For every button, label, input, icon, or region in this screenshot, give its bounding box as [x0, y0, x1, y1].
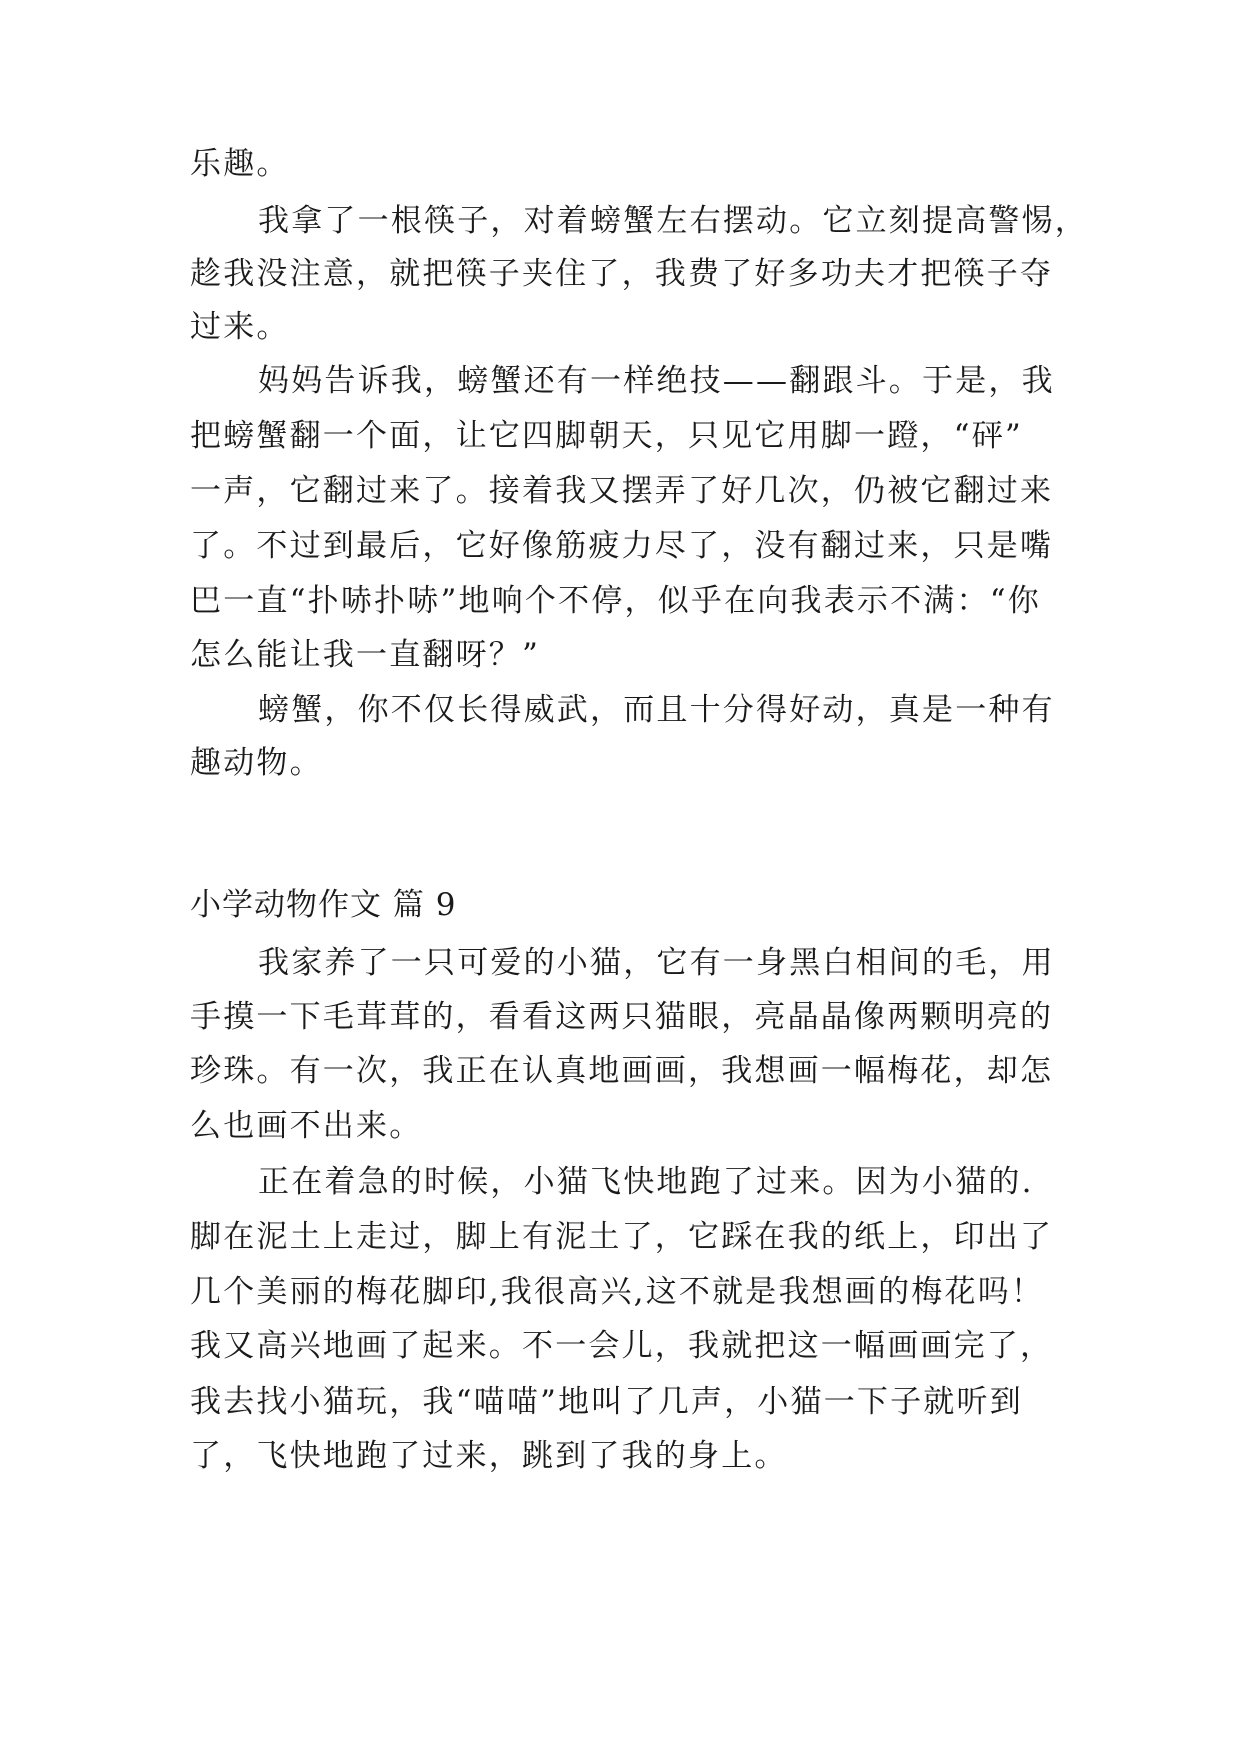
text-line: 一声，它翻过来了。接着我又摆弄了好几次，仍被它翻过来 — [190, 473, 1054, 509]
text-line: 怎么能让我一直翻呀？” — [190, 637, 541, 673]
text-line: 过来。 — [190, 309, 290, 345]
text-line: 趁我没注意，就把筷子夹住了，我费了好多功夫才把筷子夺 — [190, 256, 1054, 292]
text-line: 我去找小猫玩，我“喵喵”地叫了几声，小猫一下子就听到 — [190, 1384, 1023, 1420]
text-line: 妈妈告诉我，螃蟹还有一样绝技——翻跟斗。于是，我 — [258, 363, 1055, 399]
text-line: 正在着急的时候，小猫飞快地跑了过来。因为小猫的. — [258, 1164, 1034, 1200]
text-line: 把螃蟹翻一个面，让它四脚朝天，只见它用脚一蹬，“砰” — [190, 418, 1023, 454]
section-heading: 小学动物作文 篇 9 — [190, 887, 457, 923]
text-line: 几个美丽的梅花脚印,我很高兴,这不就是我想画的梅花吗！ — [190, 1274, 1045, 1310]
text-line: 我又高兴地画了起来。不一会儿，我就把这一幅画画完了， — [190, 1328, 1054, 1364]
text-line: 我拿了一根筷子，对着螃蟹左右摆动。它立刻提高警惕， — [258, 203, 1088, 239]
text-line: 巴一直“扑哧扑哧”地响个不停，似乎在向我表示不满：“你 — [190, 583, 1041, 619]
text-line: 乐趣。 — [190, 146, 290, 182]
text-line: 珍珠。有一次，我正在认真地画画，我想画一幅梅花，却怎 — [190, 1053, 1054, 1089]
text-line: 趣动物。 — [190, 745, 323, 781]
text-line: 了，飞快地跑了过来，跳到了我的身上。 — [190, 1438, 788, 1474]
text-line: 我家养了一只可爱的小猫，它有一身黑白相间的毛，用 — [258, 945, 1055, 981]
text-line: 螃蟹，你不仅长得威武，而且十分得好动，真是一种有 — [258, 692, 1055, 728]
text-line: 了。不过到最后，它好像筋疲力尽了，没有翻过来，只是嘴 — [190, 528, 1054, 564]
text-line: 脚在泥土上走过，脚上有泥土了，它踩在我的纸上，印出了 — [190, 1219, 1054, 1255]
text-line: 么也画不出来。 — [190, 1108, 423, 1144]
text-line: 手摸一下毛茸茸的，看看这两只猫眼，亮晶晶像两颗明亮的 — [190, 999, 1054, 1035]
